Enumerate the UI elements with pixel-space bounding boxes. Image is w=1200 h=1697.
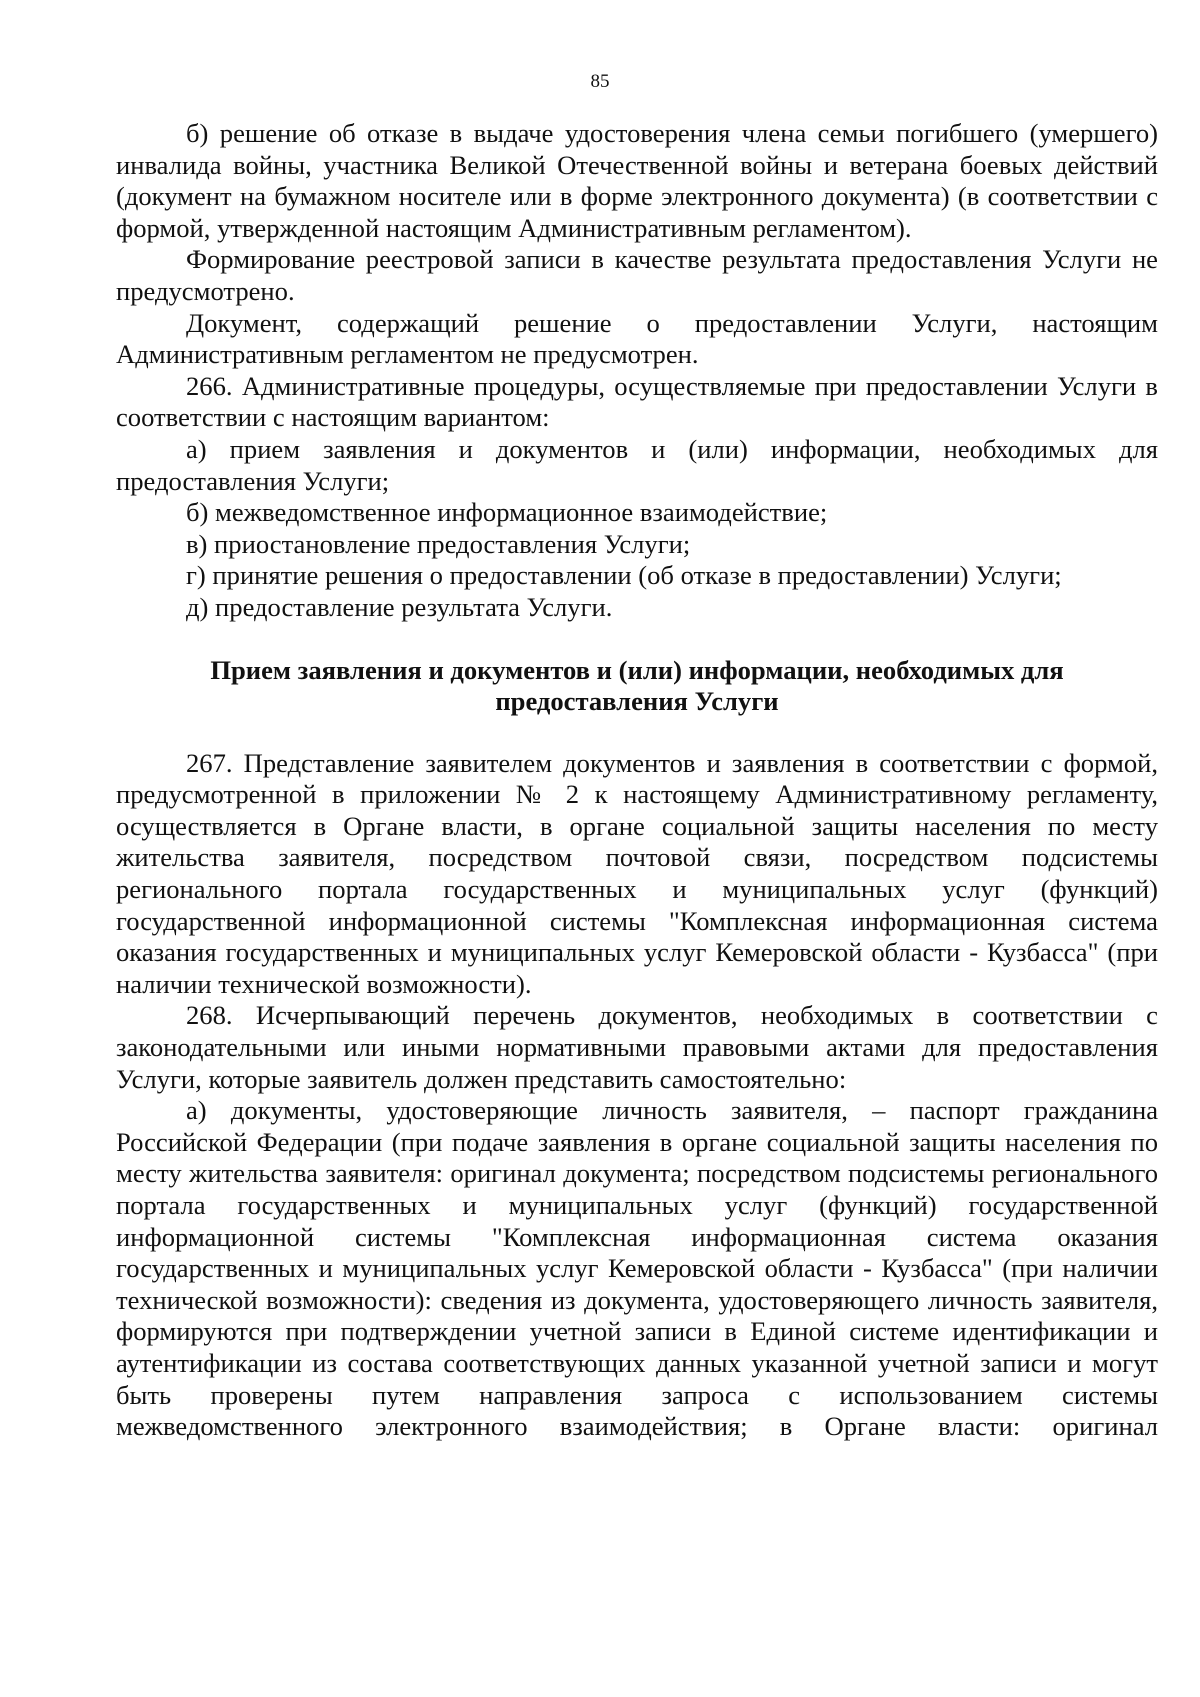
paragraph-268: 268. Исчерпывающий перечень документов, необходимых в соответствии с законодательными или иными нормативными правовыми актами для предоставления Услуги, которые заявитель должен представить самостоятельно: xyxy=(116,1000,1158,1094)
paragraph-266: 266. Административные процедуры, осуществляемые при предоставлении Услуги в соответствии с настоящим вариантом: xyxy=(116,370,1158,433)
section-heading: Прием заявления и документов и (или) информации, необходимых для предоставления Услуги xyxy=(210,654,1064,717)
paragraph-registry-record: Формирование реестровой записи в качестве результата предоставления Услуги не предусмотрено. xyxy=(116,244,1158,306)
paragraph-decision-refusal: б) решение об отказе в выдаче удостоверения члена семьи погибшего (умершего) инвалида войны, участника Великой Отечественной войны и ветерана боевых действий (документ на бумажном носителе или в форме электронного документа) (в соответствии с формой, утвержденной настоящим Административным регламентом). xyxy=(116,118,1158,243)
list-item-b: б) межведомственное информационное взаимодействие; xyxy=(186,497,828,528)
list-item-v: в) приостановление предоставления Услуги; xyxy=(186,528,691,559)
paragraph-267: 267. Представление заявителем документов и заявления в соответствии с формой, предусмотренной в приложении № 2 к настоящему Административному регламенту, осуществляется в Органе власти, в органе социальной защиты населения по месту жительства заявителя, посредством почтовой связи, посредством подсистемы регионального портала государственных и муниципальных услуг (функций) государственной информационной системы "Комплексная информационная система оказания государственных и муниципальных услуг Кемеровской области - Кузбасса" (при наличии технической возможности). xyxy=(116,747,1158,999)
page-body xyxy=(116,118,1158,1443)
page-number: 85 xyxy=(590,71,610,92)
list-item-a: а) прием заявления и документов и (или) информации, необходимых для предоставления Услуги; xyxy=(116,433,1158,496)
list-item-d: д) предоставление результата Услуги. xyxy=(186,591,613,622)
paragraph-268-item-a: а) документы, удостоверяющие личность заявителя, – паспорт гражданина Российской Федерации (при подаче заявления в органе социальной защиты населения по месту жительства заявителя: оригинал документа; посредством подсистемы регионального портала государственных и муниципальных услуг (функций) государственной информационной системы "Комплексная информационная система оказания государственных и муниципальных услуг Кемеровской области - Кузбасса" (при наличии технической возможности): сведения из документа, удостоверяющего личность заявителя, формируются при подтверждении учетной записи в Единой системе идентификации и аутентификации из состава соответствующих данных указанной учетной записи и могут быть проверены путем направления запроса с использованием системы межведомственного электронного взаимодействия; в Органе власти: оригинал xyxy=(116,1095,1158,1442)
paragraph-decision-document: Документ, содержащий решение о предоставлении Услуги, настоящим Административным регламентом не предусмотрен. xyxy=(116,307,1158,370)
list-item-g: г) принятие решения о предоставлении (об отказе в предоставлении) Услуги; xyxy=(186,560,1062,591)
